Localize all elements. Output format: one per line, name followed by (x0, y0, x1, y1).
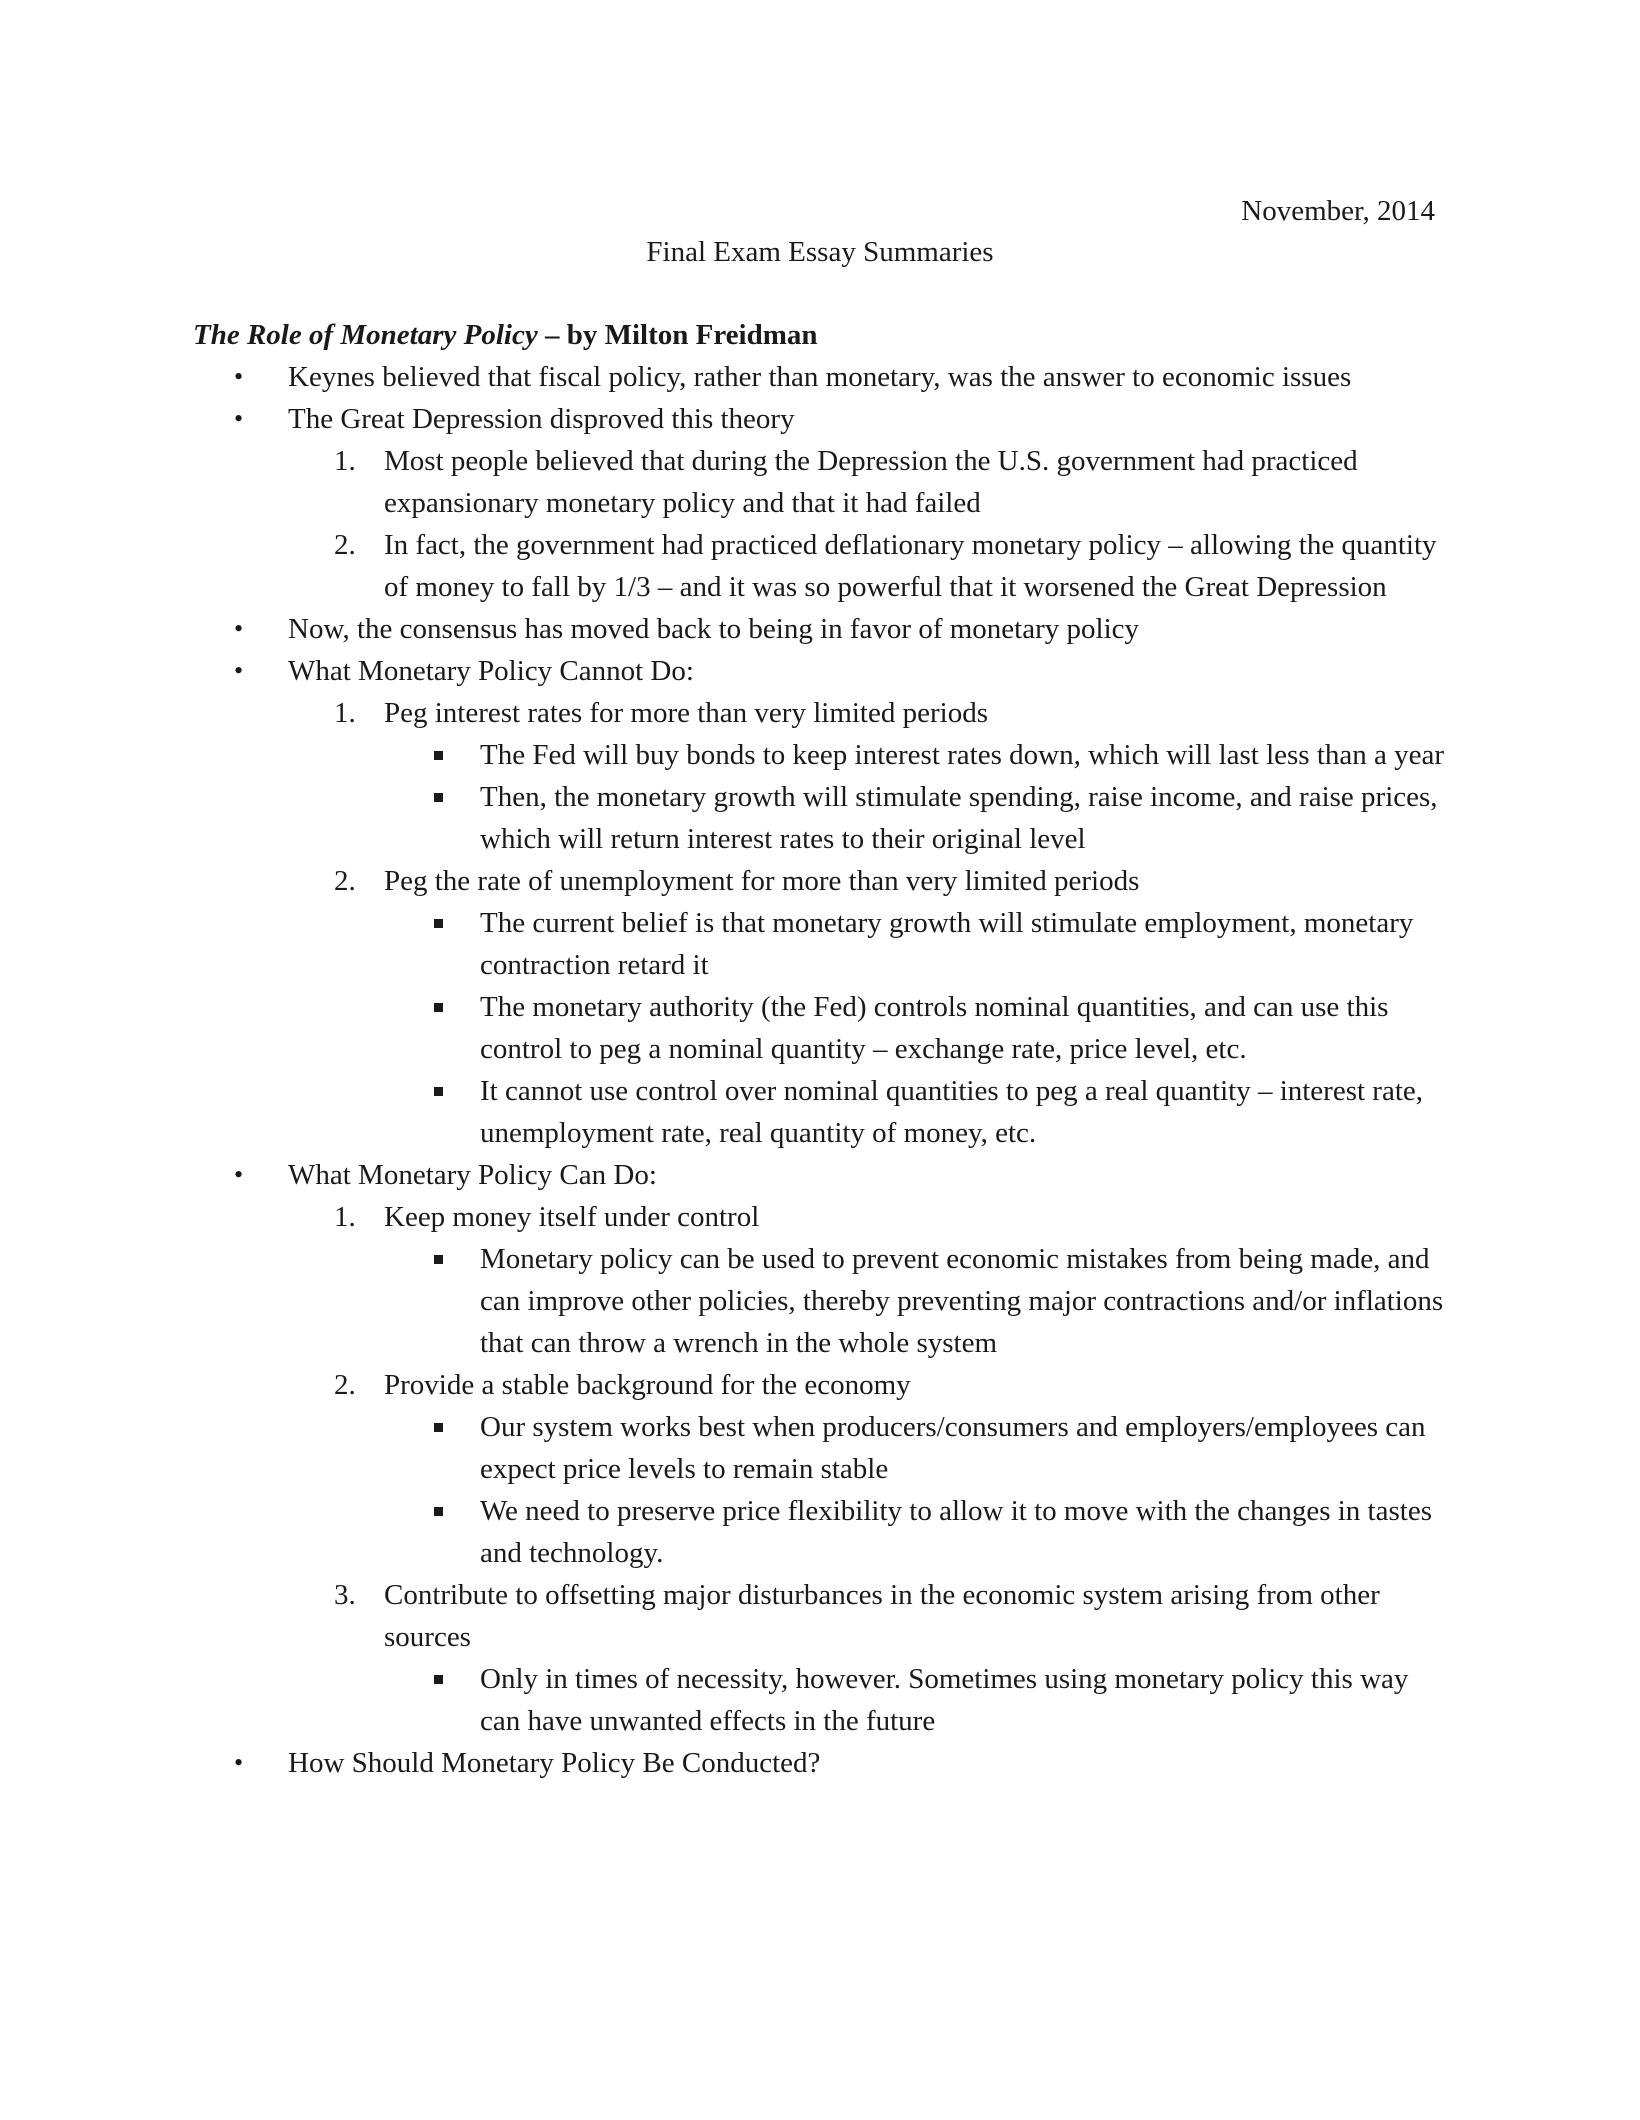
list-item (0, 776, 1445, 860)
bullet-marker (434, 1255, 443, 1264)
list-item (0, 986, 1445, 1070)
list-item-text: Monetary policy can be used to prevent economic mistakes from being made, and can improve other policies, thereby preventing major contractions and/or inflations that can throw a wrench in the whole system (480, 1243, 1444, 1359)
list-item (0, 860, 1439, 902)
list-item-text: How Should Monetary Policy Be Conducted? (288, 1747, 821, 1779)
section-heading-italic: The Role of Monetary Policy (193, 319, 538, 351)
list-number: 1. (334, 1201, 356, 1233)
list-item-text: The Fed will buy bonds to keep interest rates down, which will last less than a year (480, 739, 1445, 771)
summary-list (0, 356, 1640, 1784)
list-number: 2. (334, 865, 356, 897)
bullet-marker (434, 1423, 443, 1432)
list-item (0, 398, 1393, 440)
list-item (0, 356, 1393, 398)
list-item (0, 692, 1439, 734)
list-item-text: Then, the monetary growth will stimulate spending, raise income, and raise prices, which will return interest rates to their original level (480, 781, 1438, 855)
list-item-text: Keep money itself under control (384, 1201, 760, 1233)
list-item (0, 1406, 1445, 1490)
bullet-marker (434, 919, 443, 928)
list-item (0, 524, 1439, 608)
list-item-text: In fact, the government had practiced deflationary monetary policy – allowing the quantity of money to fall by 1/3 – and it was so powerful that it worsened the Great Depression (384, 529, 1437, 603)
list-item (0, 650, 1393, 692)
bullet-marker (434, 793, 443, 802)
document-title: Final Exam Essay Summaries (646, 236, 994, 268)
list-item-text: Peg the rate of unemployment for more than very limited periods (384, 865, 1140, 897)
document-date: November, 2014 (1241, 195, 1435, 227)
list-item (0, 1490, 1445, 1574)
list-item-text: Our system works best when producers/consumers and employers/employees can expect price levels to remain stable (480, 1411, 1426, 1485)
list-number: 2. (334, 1369, 356, 1401)
bullet-marker: • (234, 614, 244, 643)
bullet-marker: • (234, 1748, 244, 1777)
list-number: 1. (334, 697, 356, 729)
list-item-text: What Monetary Policy Can Do: (288, 1159, 657, 1191)
bullet-marker: • (234, 1160, 244, 1189)
section-heading-rest: – by Milton Freidman (537, 319, 818, 351)
list-item (0, 734, 1445, 776)
list-item (0, 440, 1439, 524)
list-number: 3. (334, 1579, 356, 1611)
list-item-text: It cannot use control over nominal quantities to peg a real quantity – interest rate, unemployment rate, real quantity of money, etc. (480, 1075, 1424, 1149)
list-item-text: Most people believed that during the Depression the U.S. government had practiced expansionary monetary policy and that it had failed (384, 445, 1358, 519)
list-item-text: Contribute to offsetting major disturbances in the economic system arising from other sources (384, 1579, 1380, 1653)
list-item (0, 1574, 1439, 1658)
list-item-text: The monetary authority (the Fed) controls nominal quantities, and can use this control to peg a nominal quantity – exchange rate, price level, etc. (480, 991, 1389, 1065)
list-item-text: The current belief is that monetary growth will stimulate employment, monetary contraction retard it (480, 907, 1414, 981)
list-item (0, 902, 1445, 986)
list-item-text: Peg interest rates for more than very limited periods (384, 697, 988, 729)
list-number: 1. (334, 445, 356, 477)
bullet-marker (434, 1507, 443, 1516)
list-item (0, 1070, 1445, 1154)
list-item-text: Provide a stable background for the economy (384, 1369, 911, 1401)
list-item (0, 1196, 1439, 1238)
list-item (0, 1658, 1445, 1742)
bullet-marker (434, 1087, 443, 1096)
list-item (0, 1364, 1439, 1406)
list-item-text: What Monetary Policy Cannot Do: (288, 655, 694, 687)
list-item (0, 1154, 1393, 1196)
bullet-marker: • (234, 362, 244, 391)
list-item-text: Keynes believed that fiscal policy, rather than monetary, was the answer to economic issues (288, 361, 1352, 393)
bullet-marker (434, 751, 443, 760)
list-number: 2. (334, 529, 356, 561)
bullet-marker: • (234, 656, 244, 685)
section-heading (193, 314, 818, 356)
list-item (0, 1238, 1445, 1364)
list-item-text: Only in times of necessity, however. Sometimes using monetary policy this way can have unwanted effects in the future (480, 1663, 1409, 1737)
bullet-marker (434, 1675, 443, 1684)
bullet-marker (434, 1003, 443, 1012)
list-item-text: We need to preserve price flexibility to allow it to move with the changes in tastes and technology. (480, 1495, 1432, 1569)
list-item-text: The Great Depression disproved this theory (288, 403, 795, 435)
bullet-marker: • (234, 404, 244, 433)
list-item-text: Now, the consensus has moved back to being in favor of monetary policy (288, 613, 1139, 645)
list-item (0, 608, 1393, 650)
list-item (0, 1742, 1393, 1784)
